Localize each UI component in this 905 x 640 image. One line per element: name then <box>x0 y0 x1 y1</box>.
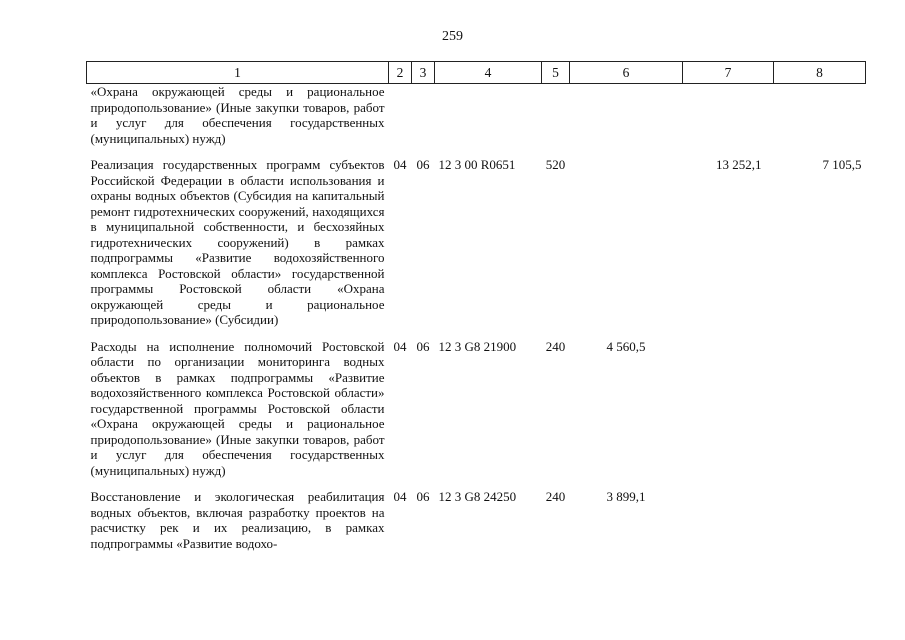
row-amount-1: 4 560,5 <box>606 338 646 354</box>
table-row <box>87 338 866 489</box>
row-amount-1: 3 899,1 <box>606 489 646 504</box>
column-header-2: 2 <box>389 62 412 84</box>
row-description: Расходы на исполнение полномочий Ростовской области по организации мониторинга водных объектов в рамках подпрограммы «Развитие водохозяйственного комплекса Ростовской области» государственной программы Ростовской области «Охрана окружающей среды и рациональное природопользование» (Иные закупки товаров, работ и услуг для обеспечения государственных (муниципальных) нужд) <box>90 338 385 478</box>
row-amount-2 <box>683 338 774 489</box>
row-target-code: 12 3 G8 21900 <box>438 338 517 354</box>
row-amount-2 <box>683 84 774 157</box>
row-expense-type: 240 <box>545 338 566 354</box>
table-row <box>87 488 866 551</box>
row-subsection: 06 <box>416 157 430 172</box>
table-header-row <box>87 62 866 84</box>
row-subsection: 06 <box>416 338 430 354</box>
row-description: Реализация государственных программ субъектов Российской Федерации в области использования и охраны водных объектов (Субсидия на капитальный ремонт гидротехнических сооружений, находящихся в муниципальной собственности, и бесхозяйных гидротехнических сооружений) в рамках подпрограммы «Развитие водохозяйственного комплекса Ростовской области» государственной программы Ростовской области «Охрана окружающей среды и рациональное природопользование» (Субсидии) <box>90 157 385 327</box>
column-header-8: 8 <box>774 62 866 84</box>
page-number: 259 <box>442 29 463 44</box>
row-subsection <box>412 84 435 157</box>
row-section <box>389 84 412 157</box>
row-section: 04 <box>393 157 407 172</box>
row-amount-3 <box>774 488 866 551</box>
row-target-code: 12 3 00 R0651 <box>438 157 516 172</box>
table-row <box>87 84 866 157</box>
row-amount-3: 7 105,5 <box>822 157 862 172</box>
row-expense-type: 520 <box>545 157 566 172</box>
row-section: 04 <box>393 489 407 504</box>
column-header-3: 3 <box>412 62 435 84</box>
table-row <box>87 156 866 338</box>
row-amount-3 <box>774 338 866 489</box>
column-header-7: 7 <box>683 62 774 84</box>
budget-table <box>86 61 866 551</box>
column-header-1: 1 <box>87 62 389 84</box>
row-amount-1 <box>570 156 683 338</box>
column-header-4: 4 <box>435 62 542 84</box>
row-section: 04 <box>393 338 407 354</box>
row-amount-2 <box>683 488 774 551</box>
row-description: Восстановление и экологическая реабилитация водных объектов, включая разработку проектов на расчистку рек и их реализацию, в рамках подпрограммы «Развитие водохо- <box>90 489 385 551</box>
row-description: «Охрана окружающей среды и рациональное природопользование» (Иные закупки товаров, работ и услуг для обеспечения государственных (муниципальных) нужд) <box>90 84 385 146</box>
row-target-code <box>435 84 542 157</box>
column-header-5: 5 <box>542 62 570 84</box>
row-amount-1 <box>570 84 683 157</box>
row-target-code: 12 3 G8 24250 <box>438 489 517 504</box>
row-expense-type <box>542 84 570 157</box>
row-amount-2: 13 252,1 <box>716 157 762 172</box>
row-subsection: 06 <box>416 489 430 504</box>
column-header-6: 6 <box>570 62 683 84</box>
row-amount-3 <box>774 84 866 157</box>
row-expense-type: 240 <box>545 489 566 504</box>
